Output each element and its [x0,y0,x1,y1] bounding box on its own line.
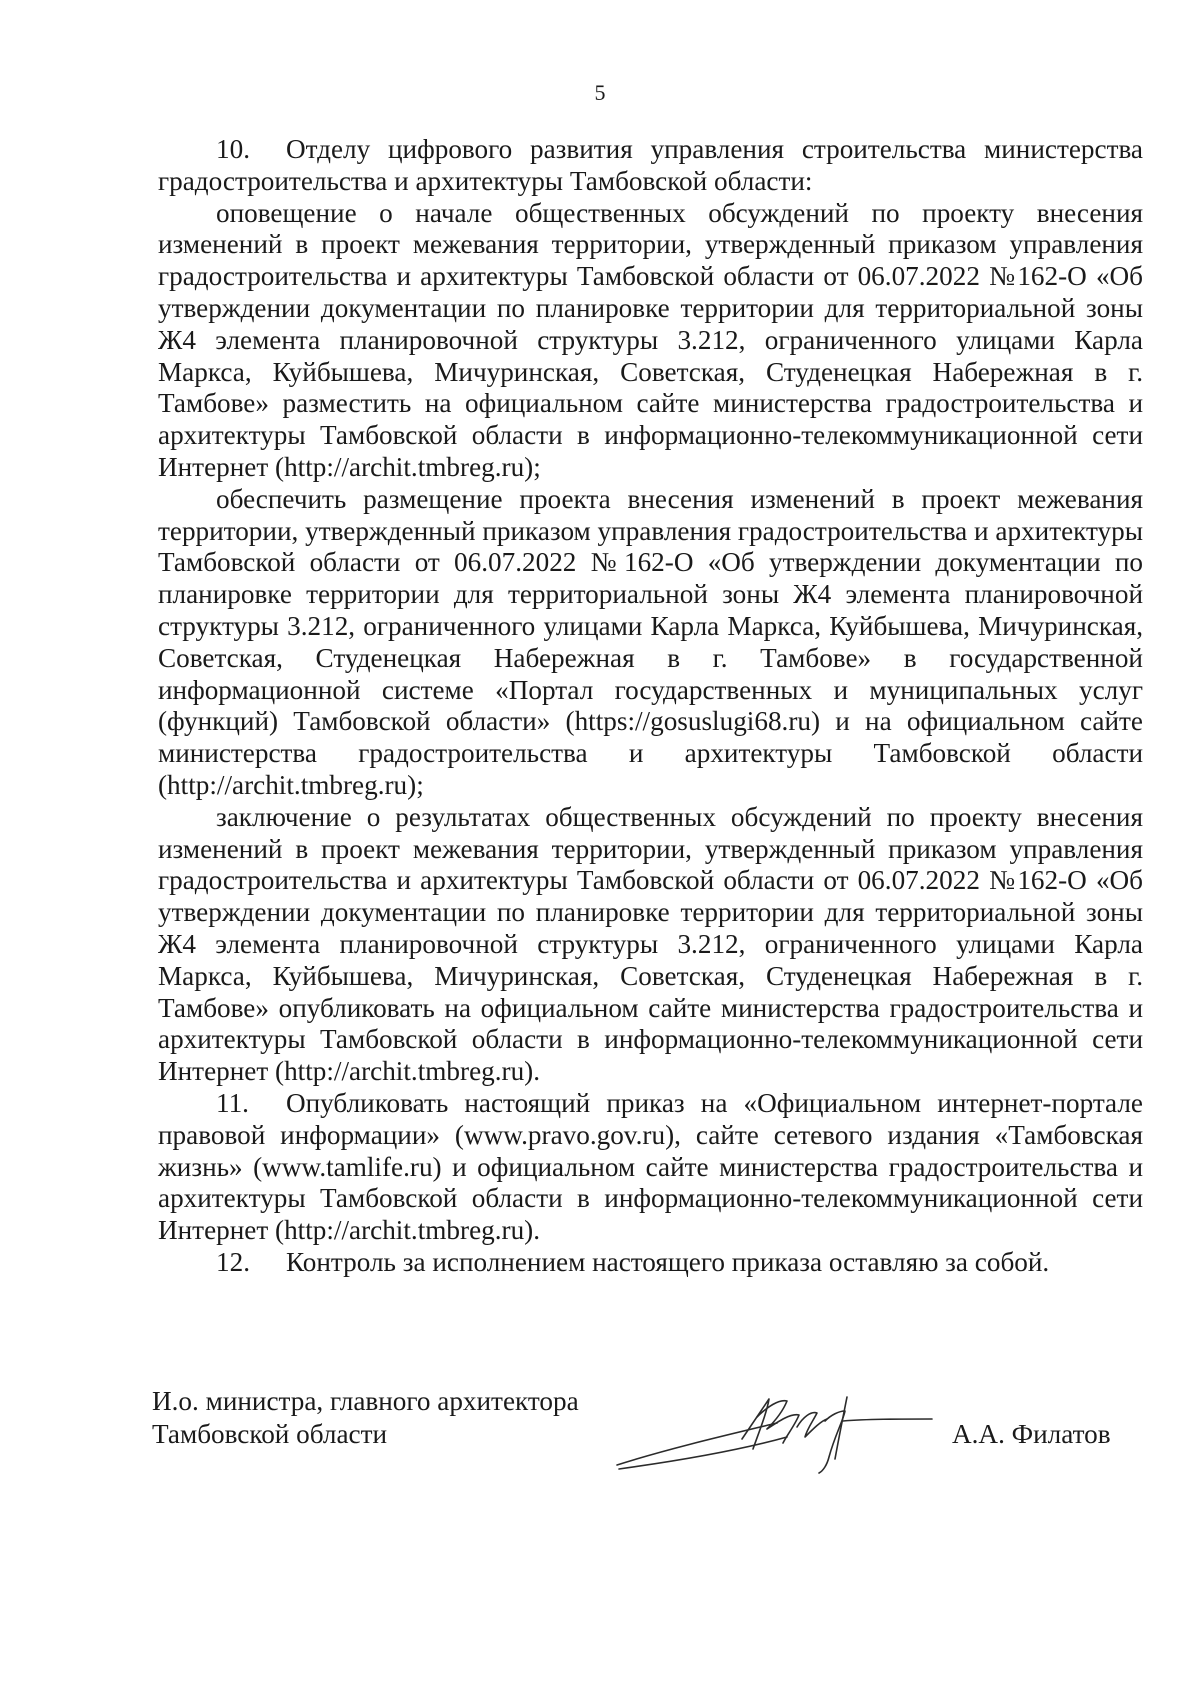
signatory-title [152,1385,652,1451]
item-11 [158,1088,1143,1247]
paragraph-notification: оповещение о начале общественных обсуждений по проекту внесения изменений в проект межевания территории, утвержденный приказом управления градостроительства и архитектуры Тамбовской области от 06.07.2022 №162-О «Об утверждении документации по планировке территории для территориальной зоны Ж4 элемента планировочной структуры 3.212, ограниченного улицами Карла Маркса, Куйбышева, Мичуринская, Советская, Студенецкая Набережная в г. Тамбове» разместить на официальном сайте министерства градостроительства и архитектуры Тамбовской области в информационно-телекоммуникационной сети Интернет (http://archit.tmbreg.ru); [158,197,1143,482]
signature-strokes [617,1397,932,1473]
item-12 [158,1247,1143,1279]
signature-block [152,1385,1152,1495]
handwritten-signature [607,1377,937,1477]
paragraph-conclusion: заключение о результатах общественных обсуждений по проекту внесения изменений в проект межевания территории, утвержденный приказом управления градостроительства и архитектуры Тамбовской области от 06.07.2022 №162-О «Об утверждении документации по планировке территории для территориальной зоны Ж4 элемента планировочной структуры 3.212, ограниченного улицами Карла Маркса, Куйбышева, Мичуринская, Советская, Студенецкая Набережная в г. Тамбове» опубликовать на официальном сайте министерства градостроительства и архитектуры Тамбовской области в информационно-телекоммуникационной сети Интернет (http://archit.tmbreg.ru). [158,801,1143,1087]
document-body [158,134,1143,1279]
signatory-title-line-2: Тамбовской области [152,1419,388,1449]
item-number: 12. [216,1246,250,1277]
page-number: 5 [594,80,606,105]
item-text: Контроль за исполнением настоящего приказа оставляю за собой. [286,1246,1050,1277]
signatory-title-line-1: И.о. министра, главного архитектора [152,1386,579,1416]
item-10 [158,134,1143,198]
item-number: 11. [216,1087,249,1118]
signatory-name: А.А. Филатов [952,1419,1111,1449]
paragraph-placement: обеспечить размещение проекта внесения изменений в проект межевания территории, утвержденный приказом управления градостроительства и архитектуры Тамбовской области от 06.07.2022 №162-О «Об утверждении документации по планировке территории для территориальной зоны Ж4 элемента планировочной структуры 3.212, ограниченного улицами Карла Маркса, Куйбышева, Мичуринская, Советская, Студенецкая Набережная в г. Тамбове» в государственной информационной системе «Портал государственных и муниципальных услуг (функций) Тамбовской области» (https://gosuslugi68.ru) и на официальном сайте министерства градостроительства и архитектуры Тамбовской области (http://archit.tmbreg.ru); [158,483,1143,800]
item-text: Опубликовать настоящий приказ на «Официальном интернет-портале правовой информации» (www.pravo.gov.ru), сайте сетевого издания «Тамбовская жизнь» (www.tamlife.ru) и официальном сайте министерства градостроительства и архитектуры Тамбовской области в информационно-телекоммуникационной сети Интернет (http://archit.tmbreg.ru). [158,1087,1143,1246]
item-number: 10. [216,134,250,164]
item-text: Отделу цифрового развития управления строительства министерства градостроительства и архитектуры Тамбовской области: [158,134,1143,196]
